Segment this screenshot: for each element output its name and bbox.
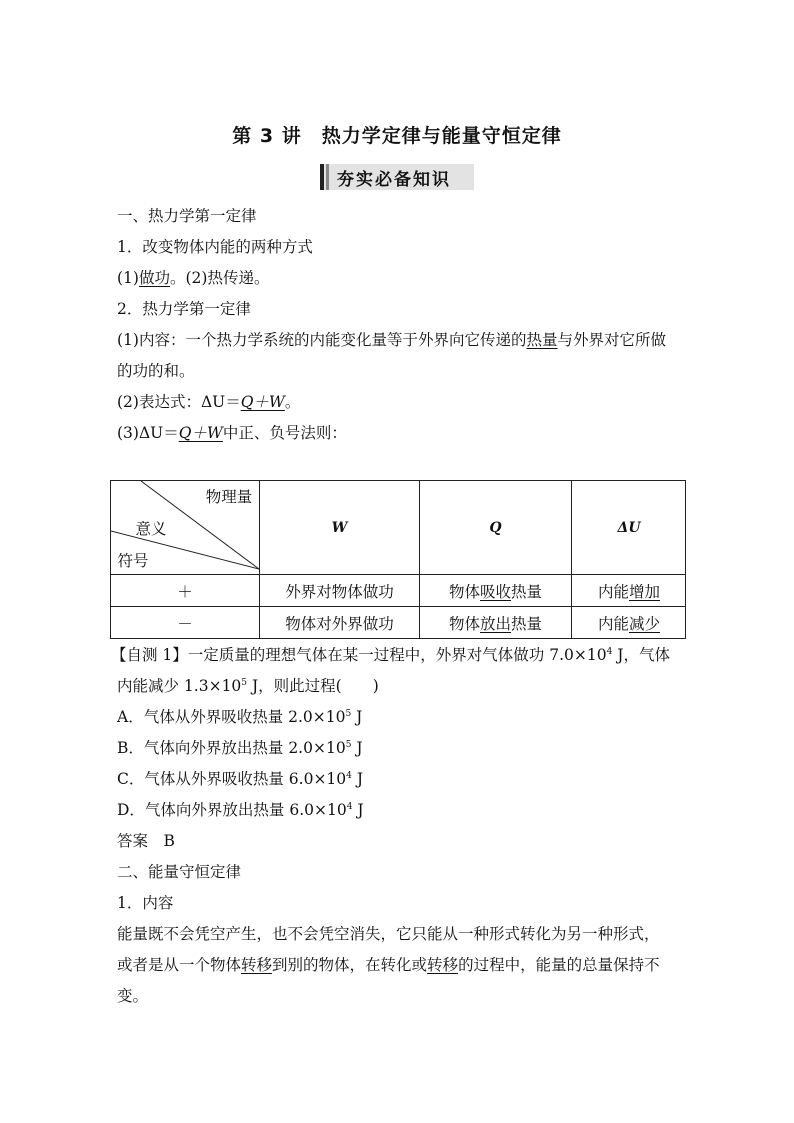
part1-heading: 一、热力学第一定律	[117, 207, 257, 225]
badge-bar-icon	[320, 164, 324, 190]
option-a[interactable]	[117, 706, 362, 728]
p2-segment-b: 到别的物体，在转化或	[272, 956, 428, 974]
quiz-line1-exponent: 4	[606, 647, 613, 657]
page-title: 第 3 讲 热力学定律与能量守恒定律	[232, 125, 562, 147]
expression-line	[117, 391, 300, 413]
row-plus-du	[572, 575, 686, 606]
quiz-line2	[117, 675, 379, 697]
option-c-exponent: 4	[346, 771, 352, 781]
option-d-exponent: 4	[346, 802, 353, 812]
sign-rule-table	[110, 480, 686, 639]
row-plus-du-prefix: 内能	[597, 582, 629, 601]
p2-segment-a: 或者是从一个物体	[117, 956, 242, 974]
corner-meaning-label: 意义	[135, 520, 167, 538]
option-b-text: B．气体向外界放出热量 2.0×10	[117, 739, 346, 757]
content-heat: 热量	[526, 331, 558, 349]
option-c-unit: J	[351, 770, 364, 788]
option-d-unit: J	[352, 801, 364, 819]
option-a-exponent: 5	[345, 709, 352, 719]
p2-segment-c: 的过程中，能量的总量保持不	[458, 956, 660, 974]
content-prefix: (1)内容：一个热力学系统的内能变化量等于外界向它传递的	[117, 331, 527, 349]
sign-rule-prefix: (3)ΔU＝	[117, 424, 179, 442]
row-minus-q-prefix: 物体	[448, 614, 480, 633]
quiz-line1	[111, 644, 670, 666]
expression-formula: Q＋W	[240, 393, 285, 411]
part2-paragraph-line1: 能量既不会凭空产生，也不会凭空消失，它只能从一种形式转化为另一种形式，	[117, 925, 660, 943]
quiz-answer: 答案 B	[117, 832, 175, 850]
row-plus-q-key: 吸收	[479, 582, 511, 601]
quiz-line2-text: 内能减少 1.3×10	[117, 677, 242, 695]
quiz-line1-text: 【自测 1】一定质量的理想气体在某一过程中，外界对气体做功 7.0×10	[111, 646, 607, 664]
sign-rule-line	[117, 422, 347, 444]
corner-sign-label: 符号	[117, 552, 149, 570]
option-c-text: C．气体从外界吸收热量 6.0×10	[117, 770, 347, 788]
row-minus-q	[420, 607, 571, 638]
option-b-unit: J	[351, 739, 363, 757]
content-line2: 的功的和。	[117, 362, 195, 380]
sign-rule-suffix: 中正、负号法则：	[222, 424, 347, 442]
row-minus-du-key: 减少	[629, 614, 661, 633]
option-b[interactable]	[117, 737, 363, 759]
ways-line	[117, 267, 269, 289]
row-plus-q-suffix: 热量	[511, 582, 543, 601]
row-plus-q-prefix: 物体	[448, 582, 480, 601]
expression-prefix: (2)表达式：ΔU＝	[117, 393, 241, 411]
p2-transfer-2: 转移	[427, 956, 459, 974]
header-w: W	[331, 519, 348, 536]
quiz-line2-exponent: 5	[241, 678, 248, 688]
row-minus-q-suffix: 热量	[511, 614, 543, 633]
part2-paragraph-line2	[117, 954, 660, 976]
row-plus-du-key: 增加	[629, 582, 661, 601]
header-q: Q	[489, 519, 502, 536]
option-c[interactable]	[117, 768, 363, 790]
ways-rest: 。(2)热传递。	[169, 269, 270, 287]
quiz-line2-suffix: J，则此过程( )	[247, 677, 379, 695]
quiz-line1-suffix: J，气体	[612, 646, 670, 664]
row-minus-w: 物体对外界做功	[285, 614, 394, 633]
option-a-text: A．气体从外界吸收热量 2.0×10	[117, 708, 346, 726]
row-minus-sign: －	[177, 614, 193, 633]
section-badge-label: 夯实必备知识	[337, 169, 451, 190]
content-line1	[117, 329, 666, 351]
row-minus-q-key: 放出	[479, 614, 511, 633]
row-plus-q	[420, 575, 571, 606]
part2-paragraph-line3: 变。	[117, 987, 149, 1005]
content-suffix: 与外界对它所做	[557, 331, 666, 349]
ways-prefix: (1)	[117, 269, 139, 287]
row-plus-sign: ＋	[177, 582, 193, 601]
row-minus-du-prefix: 内能	[597, 614, 629, 633]
badge-bar-secondary-icon	[326, 164, 329, 190]
row-plus-w: 外界对物体做功	[285, 582, 394, 601]
option-d-text: D．气体向外界放出热量 6.0×10	[117, 801, 347, 819]
sign-rule-formula: Q＋W	[178, 424, 223, 442]
option-d[interactable]	[117, 799, 364, 821]
part1-item2: 2．热力学第一定律	[117, 300, 251, 318]
part2-heading: 二、能量守恒定律	[117, 863, 242, 881]
row-minus-du	[572, 607, 686, 638]
way-work: 做功	[138, 269, 170, 287]
option-a-unit: J	[351, 708, 363, 726]
section-badge	[320, 164, 474, 190]
corner-quantity-label: 物理量	[205, 488, 253, 506]
option-b-exponent: 5	[345, 740, 352, 750]
expression-suffix: 。	[284, 393, 301, 411]
p2-transfer-1: 转移	[241, 956, 273, 974]
part2-item1: 1．内容	[117, 894, 174, 912]
part1-item1: 1．改变物体内能的两种方式	[117, 238, 313, 256]
header-delta-u: ΔU	[617, 519, 641, 536]
